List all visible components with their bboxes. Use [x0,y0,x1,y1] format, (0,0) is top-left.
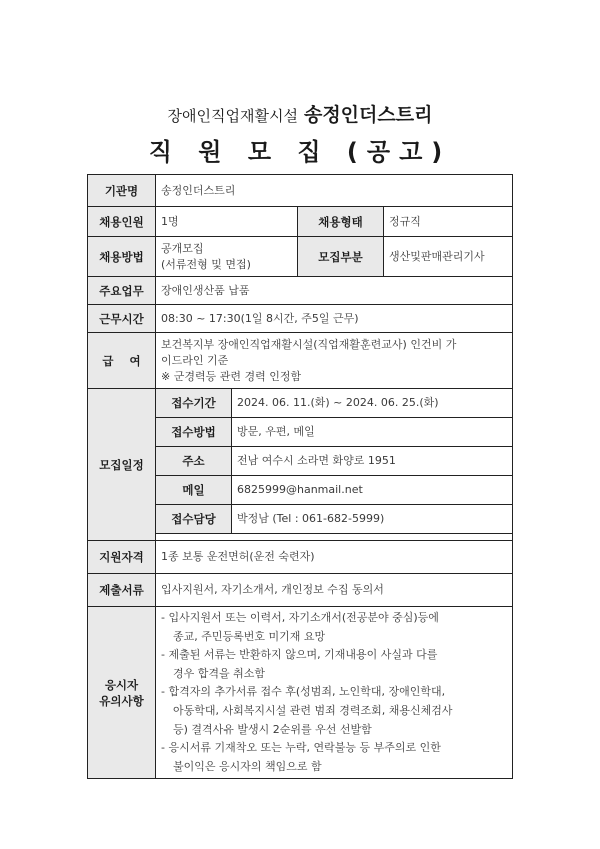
note-item: - 응시서류 기재착오 또는 누락, 연락불능 등 부주의로 인한 [161,741,441,755]
notes-value [156,607,513,779]
salary-line3: ※ 군경력등 관련 경력 인정함 [161,369,302,383]
notes-label [88,607,156,779]
method-value [156,237,298,277]
row-schedule-period [88,389,513,418]
period-label: 접수기간 [156,389,232,418]
row-documents [88,574,513,607]
note-item: - 입사지원서 또는 이력서, 자기소개서(전공분야 중심)등에 [161,611,439,624]
row-notes [88,607,513,779]
receipt-method-label: 접수방법 [156,418,232,447]
contact-label: 접수담당 [156,505,232,534]
documents-label: 제출서류 [88,574,156,607]
method-label: 채용방법 [88,237,156,277]
row-qualification [88,541,513,574]
schedule-label: 모집일정 [88,389,156,541]
documents-value: 입사지원서, 자기소개서, 개인정보 수집 동의서 [156,574,513,607]
employment-type-value: 정규직 [384,207,513,237]
note-item-cont: 경우 합격을 취소함 [173,666,266,680]
facility-name: 송정인더스트리 [303,104,433,126]
note-item-cont: 불이익은 응시자의 책임으로 함 [173,759,322,773]
notes-label-line1: 응시자 [104,677,139,692]
method-value-line2: (서류전형 및 면접) [161,257,251,271]
note-item-cont: 등) 결격사유 발생시 2순위를 우선 선발함 [173,722,372,736]
division-value: 생산및판매관리기사 [384,237,513,277]
email-label: 메일 [156,476,232,505]
note-item-cont: 종교, 주민등록번호 미기재 요망 [173,629,326,643]
notice-subtitle [0,100,600,127]
salary-line2: 이드라인 기준 [161,353,229,367]
duties-value: 장애인생산품 납품 [156,277,513,305]
duties-label: 주요업무 [88,277,156,305]
salary-value [156,333,513,389]
email-value: 6825999@hanmail.net [232,476,513,505]
row-hours [88,305,513,333]
salary-line1: 보건복지부 장애인직업재활시설(직업재활훈련교사) 인건비 가 [161,337,457,351]
note-item-cont: 아동학대, 사회복지시설 관련 범죄 경력조회, 채용신체검사 [173,703,453,717]
method-value-line1: 공개모집 [161,241,204,255]
note-item: - 합격자의 추가서류 접수 후(성범죄, 노인학대, 장애인학대, [161,685,446,699]
row-salary [88,333,513,389]
recruitment-table [87,174,513,779]
page-title: 직 원 모 집 (공고) [148,138,452,166]
address-label: 주소 [156,447,232,476]
receipt-method-value: 방문, 우편, 메일 [232,418,513,447]
hours-value: 08:30 ~ 17:30(1일 8시간, 주5일 근무) [156,305,513,333]
note-item: - 제출된 서류는 반환하지 않으며, 기재내용이 사실과 다를 [161,648,438,662]
row-method [88,237,513,277]
period-value: 2024. 06. 11.(화) ~ 2024. 06. 25.(화) [232,389,513,418]
headcount-value: 1명 [156,207,298,237]
qualification-label: 지원자격 [88,541,156,574]
row-agency [88,175,513,207]
headcount-label: 채용인원 [88,207,156,237]
hours-label: 근무시간 [88,305,156,333]
division-label: 모집부분 [298,237,384,277]
schedule-spacer [156,534,513,541]
notes-label-line2: 유의사항 [99,693,144,708]
salary-label: 급 여 [88,333,156,389]
qualification-value: 1종 보통 운전면허(운전 숙련자) [156,541,513,574]
row-headcount [88,207,513,237]
employment-type-label: 채용형태 [298,207,384,237]
address-value: 전남 여수시 소라면 화양로 1951 [232,447,513,476]
facility-type: 장애인직업재활시설 [167,107,298,125]
agency-label: 기관명 [88,175,156,207]
contact-value: 박정남 (Tel : 061-682-5999) [232,505,513,534]
agency-value: 송정인더스트리 [156,175,513,207]
row-duties [88,277,513,305]
